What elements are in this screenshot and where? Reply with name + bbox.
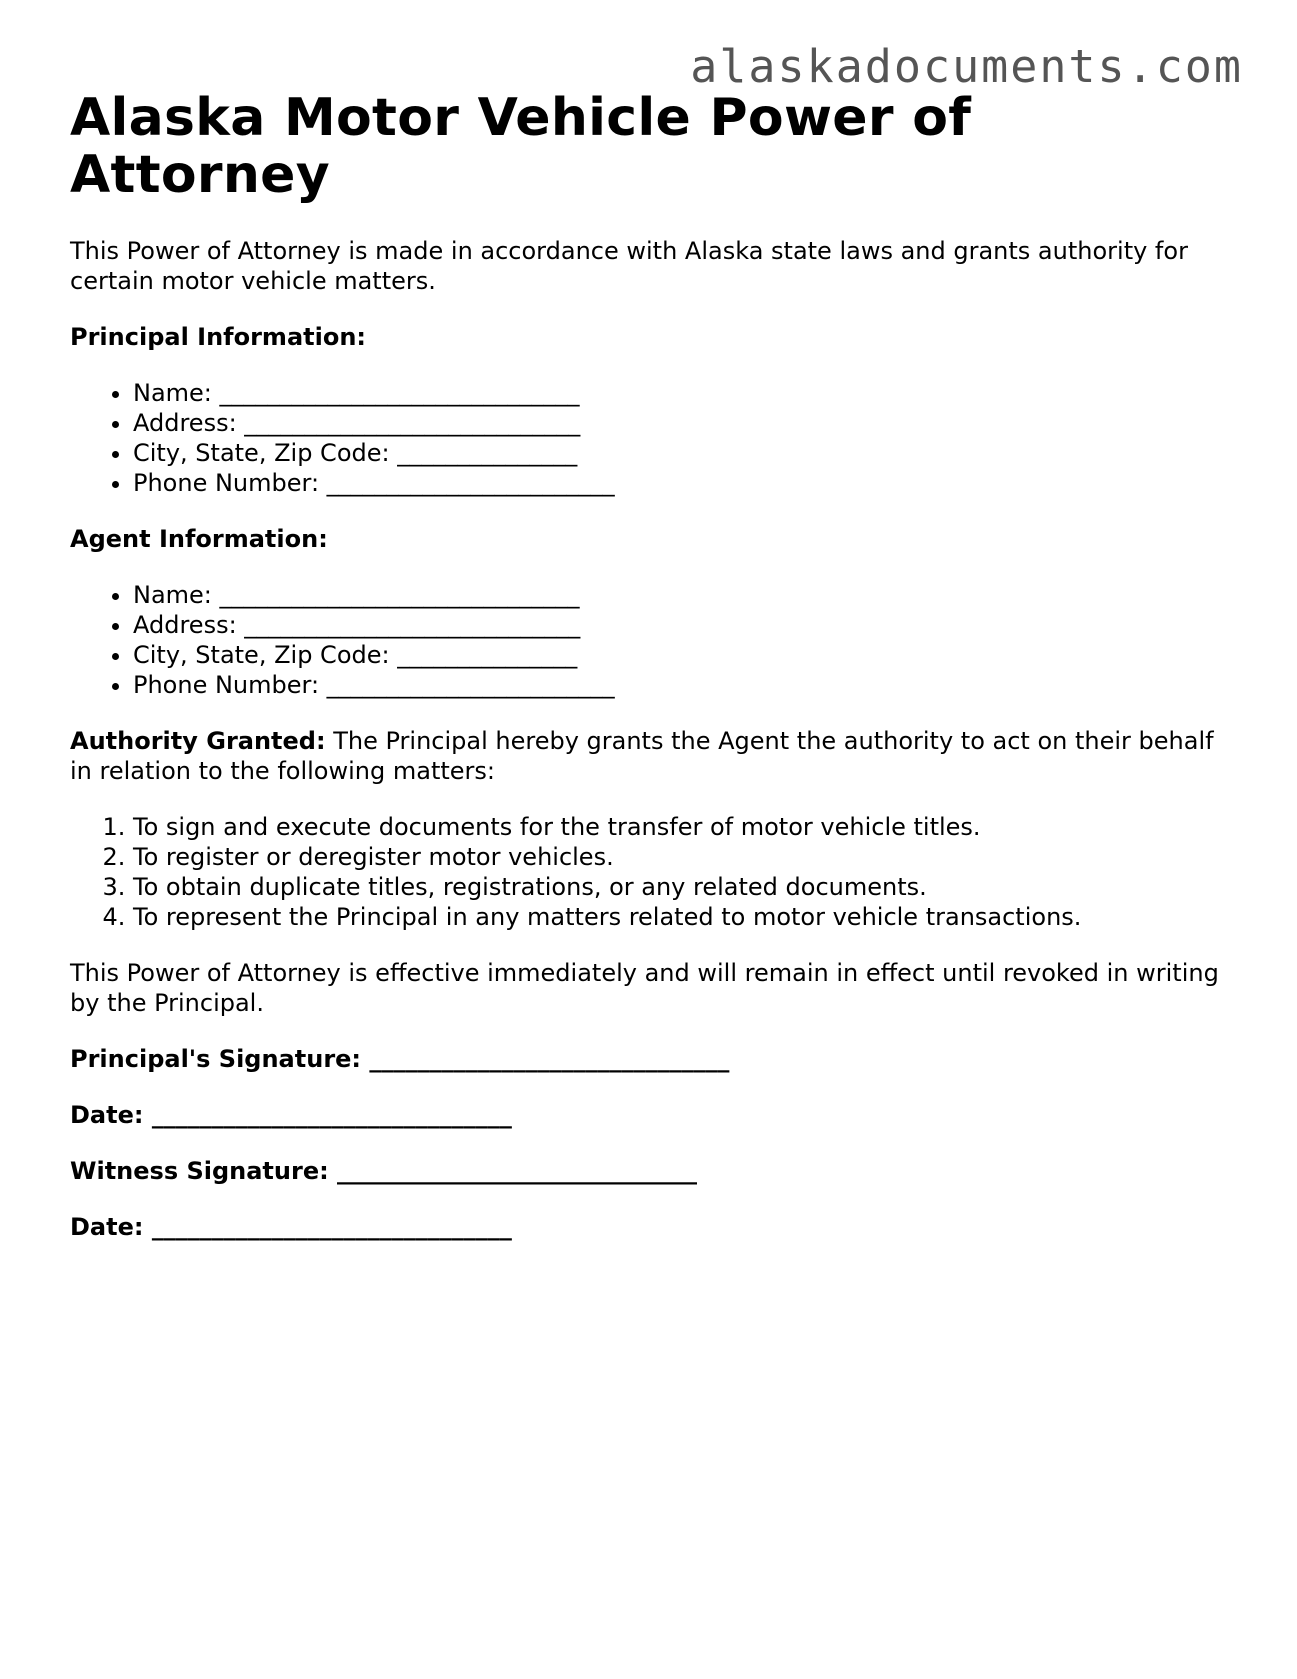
agent-fields-list — [70, 580, 1230, 700]
principal-address-field[interactable]: • Address: ____________________________ — [133, 408, 1230, 438]
principal-heading: Principal Information: — [70, 323, 367, 352]
effective-paragraph: This Power of Attorney is effective immediately and will remain in effect until revoked in writing by the Principal. — [70, 959, 1219, 1018]
authority-list — [70, 812, 1230, 932]
authority-item: 4. To represent the Principal in any matters related to motor vehicle transactions. — [133, 902, 1230, 932]
authority-item: 2. To register or deregister motor vehicles. — [133, 842, 1230, 872]
agent-heading: Agent Information: — [70, 525, 328, 554]
intro-paragraph: This Power of Attorney is made in accordance with Alaska state laws and grants authority for certain motor vehicle matters. — [70, 237, 1188, 296]
watermark: alaskadocuments.com — [690, 40, 1243, 93]
authority-text: The Principal hereby grants the Agent the authority to act on their behalf in relation to the following matters: — [70, 727, 1214, 786]
document-title: Alaska Motor Vehicle Power of Attorney — [70, 88, 972, 206]
principal-date-field[interactable]: Date: ______________________________ — [70, 1101, 512, 1130]
witness-date-field[interactable]: Date: ______________________________ — [70, 1213, 512, 1242]
principal-signature-field[interactable]: Principal's Signature: ______________________________ — [70, 1045, 730, 1074]
principal-city-state-zip-field[interactable]: • City, State, Zip Code: _______________ — [133, 438, 1230, 468]
authority-paragraph — [70, 726, 1230, 786]
agent-name-field[interactable]: • Name: ______________________________ — [133, 580, 1230, 610]
authority-label: Authority Granted: — [70, 727, 326, 756]
agent-phone-field[interactable]: • Phone Number: ________________________ — [133, 670, 1230, 700]
agent-address-field[interactable]: • Address: ____________________________ — [133, 610, 1230, 640]
agent-city-state-zip-field[interactable]: • City, State, Zip Code: _______________ — [133, 640, 1230, 670]
authority-item: 3. To obtain duplicate titles, registrations, or any related documents. — [133, 872, 1230, 902]
document-body — [70, 90, 1230, 1268]
witness-signature-field[interactable]: Witness Signature: ______________________________ — [70, 1157, 698, 1186]
principal-name-field[interactable]: • Name: ______________________________ — [133, 378, 1230, 408]
principal-phone-field[interactable]: • Phone Number: ________________________ — [133, 468, 1230, 498]
authority-item: 1. To sign and execute documents for the transfer of motor vehicle titles. — [133, 812, 1230, 842]
principal-fields-list — [70, 378, 1230, 498]
